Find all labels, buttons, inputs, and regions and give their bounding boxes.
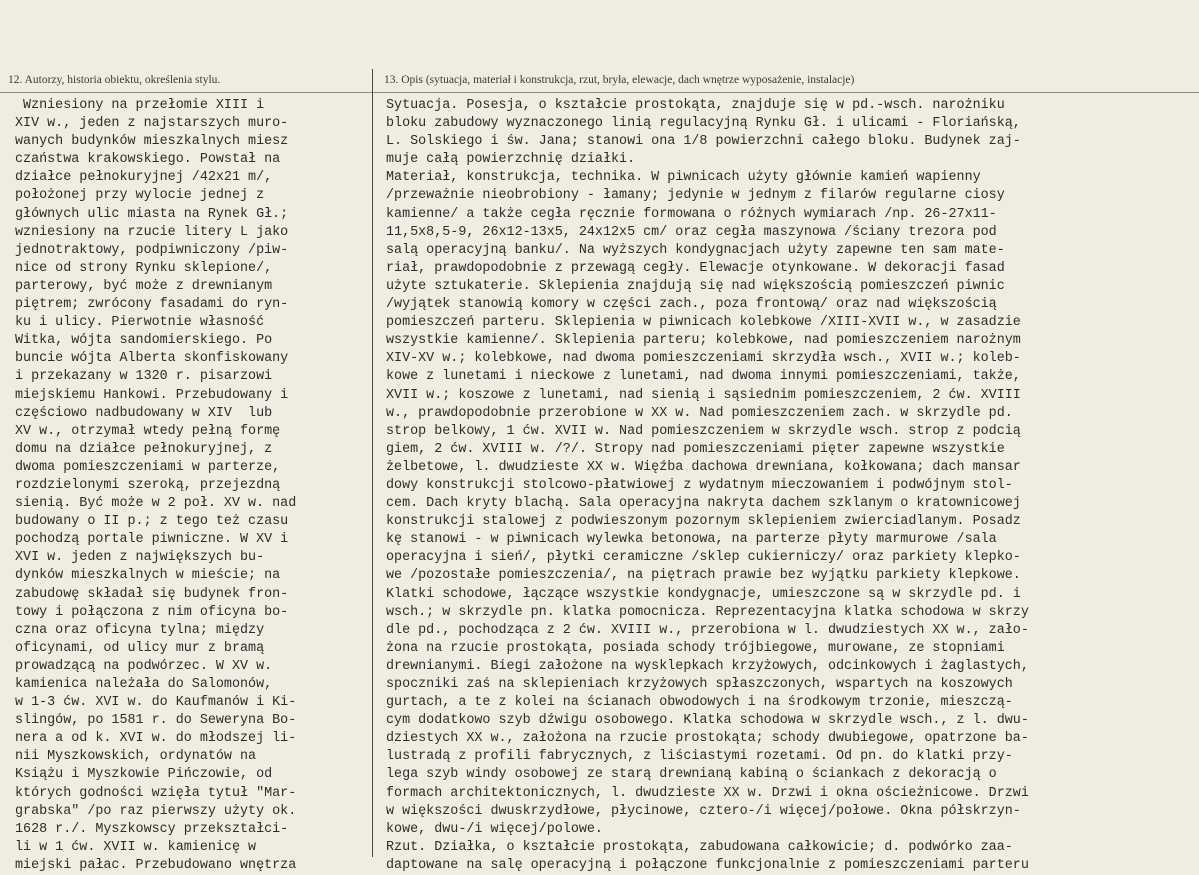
description-text-line: spoczniki zaś na sklepieniach krzyżowych spłaszczonych, wspartych na koszowych xyxy=(386,677,1013,692)
history-text-line: głównych ulic miasta na Rynek Gł.; xyxy=(15,206,289,222)
description-text-line: kamienne/ a także cegła ręcznie formowana o różnych wymiarach /np. 26-27x11- xyxy=(386,206,997,222)
header-divider xyxy=(0,92,1199,93)
history-text-line: ku i ulicy. Pierwotnie własność xyxy=(15,315,265,331)
history-text-line: towy i połączona z nim oficyna bo- xyxy=(15,604,289,620)
description-text-line: drewnianymi. Biegi założone na wysklepkach krzyżowych, odcinkowych i żaglastych, xyxy=(386,658,1029,674)
description-text-line: pomieszczeń parteru. Sklepienia w piwnicach kolebkowe /XIII-XVII w., w zasadzie xyxy=(386,315,1021,331)
description-text-line: gurtach, a te z kolei na ścianach obwodowych i na środkowym trzonie, mieszczą- xyxy=(386,695,1013,711)
history-text-line: dwoma pomieszczeniami w parterze, xyxy=(15,459,281,475)
description-text-line: bloku zabudowy wyznaczonego linią regulacyjną Rynku Gł. i ulicami - Floriańską, xyxy=(386,116,1021,132)
description-text-line: Klatki schodowe, łączące wszystkie kondygnacje, umieszczone są w skrzydle pd. i xyxy=(386,586,1021,602)
history-text-line: w 1-3 ćw. XVI w. do Kaufmanów i Ki- xyxy=(15,695,297,711)
history-text-line: miejskiemu Hankowi. Przebudowany i xyxy=(15,387,289,403)
description-text-line: giem, 2 ćw. XVIII w. /?/. Stropy nad pomieszczeniami pięter zapewne wszystkie xyxy=(386,441,1005,457)
history-text-line: położonej przy wylocie jednej z xyxy=(15,188,265,204)
description-text-line: konstrukcji stalowej z podwieszonym pozornym sklepieniem zwierciadlanym. Posadz xyxy=(386,514,1021,530)
history-text-line: sienią. Być może w 2 poł. XV w. nad xyxy=(15,496,297,512)
section-12-header: 12. Autorzy, historia obiektu, określenia stylu. xyxy=(8,74,221,86)
description-text-line: cem. Dach kryty blachą. Sala operacyjna nakryta dachem szklanym o kratownicowej xyxy=(386,496,1021,512)
description-text-line: lustradą z profili fabrycznych, z liściastymi rozetami. Od pn. do klatki przy- xyxy=(386,749,1013,765)
description-text-line: cym dodatkowo szyb dźwigu osobowego. Klatka schodowa w skrzydle wsch., z l. dwu- xyxy=(386,713,1029,729)
history-text-line: nera a od k. XVI w. do młodszej li- xyxy=(15,731,297,747)
description-text-line: żona na rzucie prostokąta, posiada schody trójbiegowe, murowane, ze stopniami xyxy=(386,640,1005,656)
history-text-line: buncie wójta Alberta skonfiskowany xyxy=(15,351,289,367)
column-divider xyxy=(372,69,373,857)
history-text-line: 1628 r./. Myszkowscy przekształci- xyxy=(15,821,289,837)
history-text-line: nii Myszkowskich, ordynatów na xyxy=(15,749,257,765)
description-text-line: muje całą powierzchnię działki. xyxy=(386,152,636,168)
description-text-line: daptowane na salę operacyjną i połączone funkcjonalnie z pomieszczeniami parteru xyxy=(386,857,1029,873)
description-text-line: salą operacyjną banku/. Na wyższych kondygnacjach użyty zapewne ten sam mate- xyxy=(386,242,1005,258)
description-text-line: w., prawdopodobnie przerobione w XX w. Nad pomieszczeniem zach. w skrzydle pd. xyxy=(386,405,1013,421)
description-text-line: XIV-XV w.; kolebkowe, nad dwoma pomieszczeniami skrzydła wsch., XVII w.; koleb- xyxy=(386,351,1021,367)
history-text-line: czna oraz oficyna tylna; między xyxy=(15,622,265,638)
history-text-line: piętrem; zwrócony fasadami do ryn- xyxy=(15,297,289,313)
description-text-line: /wyjątek stanowią komory w części zach., poza frontową/ oraz nad większością xyxy=(386,297,997,313)
history-text-line: oficynami, od ulicy mur z bramą xyxy=(15,640,265,656)
history-text-line: domu na działce pełnokuryjnej, z xyxy=(15,441,273,457)
history-text-line: działce pełnokuryjnej /42x21 m/, xyxy=(15,170,273,186)
history-text-line: kamienica należała do Salomonów, xyxy=(15,677,273,692)
section-13-header: 13. Opis (sytuacja, materiał i konstrukcja, rzut, bryła, elewacje, dach wnętrze wyposażenie, instalacje) xyxy=(384,74,855,86)
description-text-line: dziestych XX w., założona na rzucie prostokąta; schody dwubiegowe, opatrzone ba- xyxy=(386,731,1029,747)
description-text-line: we /pozostałe pomieszczenia/, na piętrach prawie bez wyjątku parkiety klepkowe. xyxy=(386,568,1021,584)
history-text-line: nice od strony Rynku sklepione/, xyxy=(15,260,273,276)
history-text-line: i przekazany w 1320 r. pisarzowi xyxy=(15,369,273,385)
description-text-line: kowe, dwu-/i więcej/polowe. xyxy=(386,821,603,837)
description-text-line: Materiał, konstrukcja, technika. W piwnicach użyty głównie kamień wapienny xyxy=(386,170,981,186)
description-text-line: w większości dwuskrzydłowe, płycinowe, cztero-/i więcej/połowe. Okna półskrzyn- xyxy=(386,803,1021,819)
history-text-line: parterowy, być może z drewnianym xyxy=(15,278,273,294)
history-text-line: rozdzielonymi szeroką, przejezdną xyxy=(15,477,281,493)
description-text-line: użyte sztukaterie. Sklepienia znajdują się nad większością pomieszczeń piwnic xyxy=(386,278,1005,294)
history-text-line: budowany o II p.; z tego też czasu xyxy=(15,514,289,530)
history-text-line: Wzniesiony na przełomie XIII i xyxy=(15,98,265,113)
history-text-line: prowadzącą na podwórzec. W XV w. xyxy=(15,658,273,674)
history-text-line: wzniesiony na rzucie litery L jako xyxy=(15,224,289,240)
history-text-line: miejski pałac. Przebudowano wnętrza xyxy=(15,857,297,873)
history-text-line: czaństwa krakowskiego. Powstał na xyxy=(15,152,281,168)
history-text-line: grabska" /po raz pierwszy użyty ok. xyxy=(15,803,297,819)
description-text-column xyxy=(386,97,1199,875)
history-text-line: częściowo nadbudowany w XIV lub xyxy=(15,405,273,421)
description-text-line: kowe z lunetami i nieckowe z lunetami, nad dwoma innymi pomieszczeniami, także, xyxy=(386,369,1021,385)
description-text-line: formach architektonicznych, l. dwudzieste XX w. Drzwi i okna ościeżnicowe. Drzwi xyxy=(386,785,1029,801)
history-text-line: XIV w., jeden z najstarszych muro- xyxy=(15,116,289,132)
description-text-line: wszystkie kamienne/. Sklepienia parteru; kolebkowe, nad pomieszczeniem narożnym xyxy=(386,333,1021,349)
description-text-line: /przeważnie nieobrobiony - łamany; jedynie w jednym z filarów regularne ciosy xyxy=(386,188,1005,204)
description-text-line: L. Solskiego i św. Jana; stanowi ona 1/8 powierzchni całego bloku. Budynek zaj- xyxy=(386,134,1021,150)
history-text-line: Witka, wójta sandomierskiego. Po xyxy=(15,333,273,349)
history-text-line: dynków mieszkalnych w mieście; na xyxy=(15,568,281,584)
history-text-line: Książu i Myszkowie Pińczowie, od xyxy=(15,767,273,783)
history-text-line: zabudowę składał się budynek fron- xyxy=(15,586,289,602)
history-text-line: pochodzą portale piwniczne. W XV i xyxy=(15,532,289,548)
history-text-line: li w 1 ćw. XVII w. kamienicę w xyxy=(15,839,257,855)
description-text-line: Sytuacja. Posesja, o kształcie prostokąta, znajduje się w pd.-wsch. narożniku xyxy=(386,98,1005,113)
description-text-line: kę stanowi - w piwnicach wylewka betonowa, na parterze płyty marmurowe /sala xyxy=(386,532,997,548)
history-text-line: których godności wzięła tytuł "Mar- xyxy=(15,785,297,801)
description-text-line: 11,5x8,5-9, 26x12-13x5, 24x12x5 cm/ oraz cegła maszynowa /ściany trezora pod xyxy=(386,224,997,240)
history-text-line: XV w., otrzymał wtedy pełną formę xyxy=(15,423,281,439)
history-text-line: jednotraktowy, podpiwniczony /piw- xyxy=(15,242,289,258)
description-text-line: żelbetowe, l. dwudzieste XX w. Więźba dachowa drewniana, kołkowana; dach mansar xyxy=(386,459,1021,475)
history-text-column xyxy=(15,97,367,875)
history-text-line: wanych budynków mieszkalnych miesz xyxy=(15,134,289,150)
description-text-line: strop belkowy, 1 ćw. XVII w. Nad pomieszczeniem w skrzydle wsch. strop z podcią xyxy=(386,423,1021,439)
history-text-line: XVI w. jeden z największych bu- xyxy=(15,550,265,566)
history-text-line: slingów, po 1581 r. do Seweryna Bo- xyxy=(15,713,297,729)
description-text-line: lega szyb windy osobowej ze starą drewnianą kabiną o ściankach z dekoracją o xyxy=(386,767,997,783)
description-text-line: XVII w.; koszowe z lunetami, nad sienią i sąsiednim pomieszczeniem, 2 ćw. XVIII xyxy=(386,387,1021,403)
description-text-line: operacyjna i sień/, płytki ceramiczne /sklep cukierniczy/ oraz parkiety klepko- xyxy=(386,550,1021,566)
description-text-line: dle pd., pochodząca z 2 ćw. XVIII w., przerobiona w l. dwudziestych XX w., zało- xyxy=(386,622,1029,638)
description-text-line: Rzut. Działka, o kształcie prostokąta, zabudowana całkowicie; d. podwórko zaa- xyxy=(386,839,1013,855)
description-text-line: riał, prawdopodobnie z przewagą cegły. Elewacje otynkowane. W dekoracji fasad xyxy=(386,260,1005,276)
description-text-line: wsch.; w skrzydle pn. klatka pomocnicza. Reprezentacyjna klatka schodowa w skrzy xyxy=(386,604,1029,620)
description-text-line: dowy konstrukcji stolcowo-płatwiowej z wydatnym mieczowaniem i podwójnym stol- xyxy=(386,477,1013,493)
